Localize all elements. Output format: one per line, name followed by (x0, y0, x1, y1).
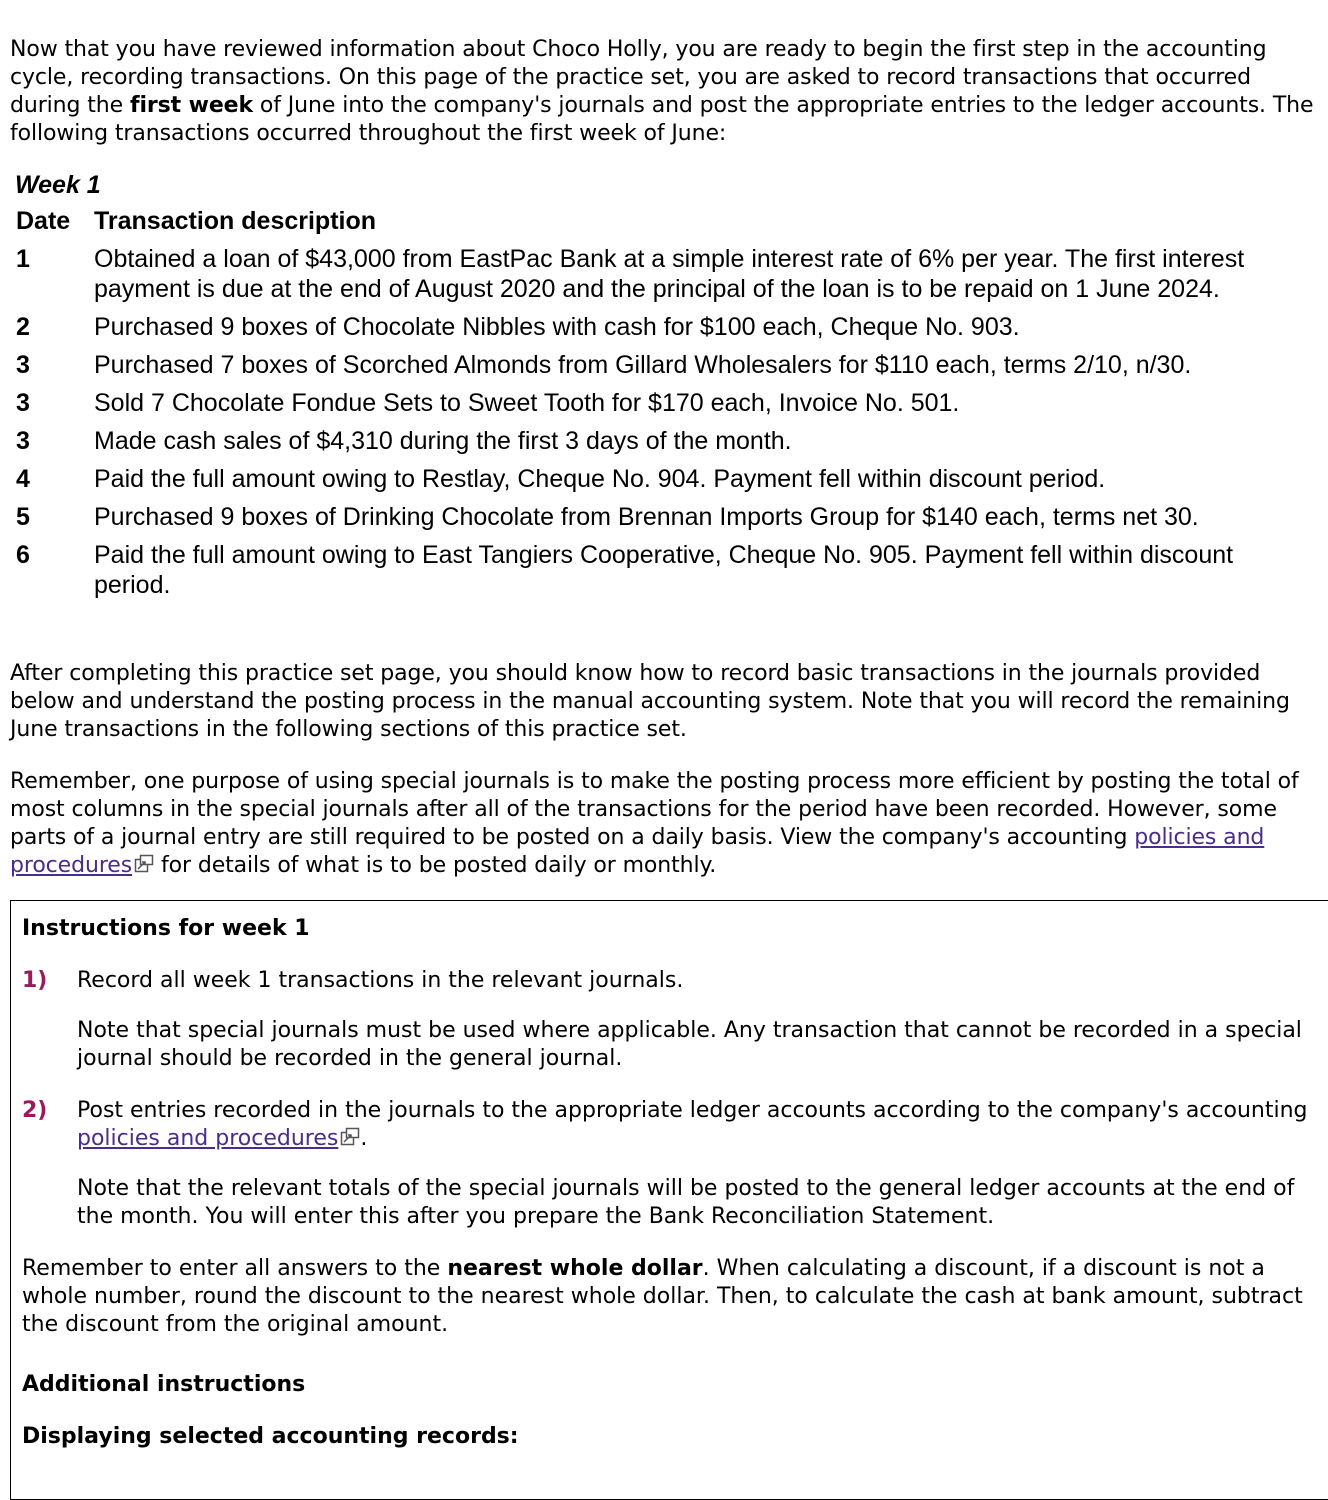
transaction-row (15, 312, 1315, 342)
transaction-date: 3 (16, 427, 30, 455)
step-2-text (77, 1097, 1328, 1155)
table-header (15, 206, 1315, 244)
transaction-description: Purchased 9 boxes of Chocolate Nibbles with cash for $100 each, Cheque No. 903. (94, 313, 1020, 341)
instructions-box (10, 900, 1328, 1500)
week-title: Week 1 (15, 171, 101, 199)
transaction-row (15, 540, 1315, 600)
transaction-description: Paid the full amount owing to East Tangiers Cooperative, Cheque No. 905. Payment fell within discount period. (94, 541, 1234, 599)
transaction-row (15, 388, 1315, 418)
policies-procedures-link[interactable]: policies and procedures (77, 1126, 339, 1151)
displaying-records-heading: Displaying selected accounting records: (22, 1424, 519, 1449)
transaction-date: 1 (16, 245, 30, 273)
step-1-number: 1) (22, 968, 48, 993)
remember-text-end: for details of what is to be posted daily or monthly. (154, 853, 717, 878)
transaction-date: 5 (16, 503, 30, 531)
intro-text-end: of June into the company's journals and post the appropriate entries to the ledger accounts. The following transactions occurred throughout the first week of June: (10, 93, 1314, 146)
intro-bold: first week (129, 93, 253, 118)
step-2-note: Note that the relevant totals of the special journals will be posted to the general ledger accounts at the end of the month. You will enter this after you prepare the Bank Reconciliation Statement. (77, 1176, 1295, 1229)
rounding-paragraph (22, 1255, 1322, 1339)
instructions-heading: Instructions for week 1 (22, 916, 310, 941)
after-paragraph: After completing this practice set page, you should know how to record basic transactions in the journals provided below and understand the posting process in the manual accounting system. Note that you will record the remaining June transactions in the following sections of this practice set. (10, 661, 1290, 742)
transaction-date: 2 (16, 313, 30, 341)
step-2-text-start: Post entries recorded in the journals to the appropriate ledger accounts according to the company's accounting (77, 1098, 1308, 1123)
transaction-date: 3 (16, 389, 30, 417)
transaction-description: Obtained a loan of $43,000 from EastPac Bank at a simple interest rate of 6% per year. The first interest payment is due at the end of August 2020 and the principal of the loan is to be repaid on 1 June 2024. (94, 245, 1245, 303)
transaction-description: Purchased 9 boxes of Drinking Chocolate from Brennan Imports Group for $140 each, terms net 30. (94, 503, 1199, 531)
intro-paragraph (10, 36, 1325, 148)
policies-procedures-link[interactable]: policies and procedures (10, 825, 1265, 878)
transaction-row (15, 502, 1315, 532)
transaction-row (15, 244, 1315, 304)
week-transactions-table (15, 170, 1315, 608)
remember-paragraph (10, 768, 1325, 882)
step-1-note: Note that special journals must be used where applicable. Any transaction that cannot be recorded in a special journal should be recorded in the general journal. (77, 1018, 1302, 1071)
transaction-description: Paid the full amount owing to Restlay, Cheque No. 904. Payment fell within discount period. (94, 465, 1106, 493)
transaction-row (15, 350, 1315, 380)
step-2-text-end: . (360, 1126, 368, 1151)
step-1-text: Record all week 1 transactions in the relevant journals. (77, 968, 684, 993)
additional-instructions-heading: Additional instructions (22, 1372, 306, 1397)
rounding-bold: nearest whole dollar (447, 1256, 703, 1281)
rounding-text-end: . When calculating a discount, if a discount is not a whole number, round the discount to the nearest whole dollar. Then, to calculate the cash at bank amount, subtract the discount from the original amount. (22, 1256, 1303, 1337)
transaction-date: 6 (16, 541, 30, 569)
transaction-row (15, 426, 1315, 456)
transaction-date: 4 (16, 465, 30, 493)
external-link-icon[interactable] (134, 854, 154, 882)
transaction-description: Sold 7 Chocolate Fondue Sets to Sweet Tooth for $170 each, Invoice No. 501. (94, 389, 960, 417)
remember-text: Remember, one purpose of using special journals is to make the posting process more efficient by posting the total of most columns in the special journals after all of the transactions for the period have been recorded. However, some parts of a journal entry are still required to be posted on a daily basis. View the company's accounting (10, 769, 1299, 850)
date-header: Date (16, 207, 71, 235)
transaction-date: 3 (16, 351, 30, 379)
rounding-text: Remember to enter all answers to the (22, 1256, 448, 1281)
description-header: Transaction description (94, 207, 377, 235)
transaction-row (15, 464, 1315, 494)
transaction-description: Made cash sales of $4,310 during the first 3 days of the month. (94, 427, 792, 455)
external-link-icon[interactable] (340, 1127, 360, 1155)
transaction-description: Purchased 7 boxes of Scorched Almonds from Gillard Wholesalers for $110 each, terms 2/10, n/30. (94, 351, 1192, 379)
step-2-number: 2) (22, 1098, 48, 1123)
intro-text: Now that you have reviewed information about Choco Holly, you are ready to begin the first step in the accounting cycle, recording transactions. On this page of the practice set, you are asked to record transactions that occurred during the (10, 37, 1267, 118)
